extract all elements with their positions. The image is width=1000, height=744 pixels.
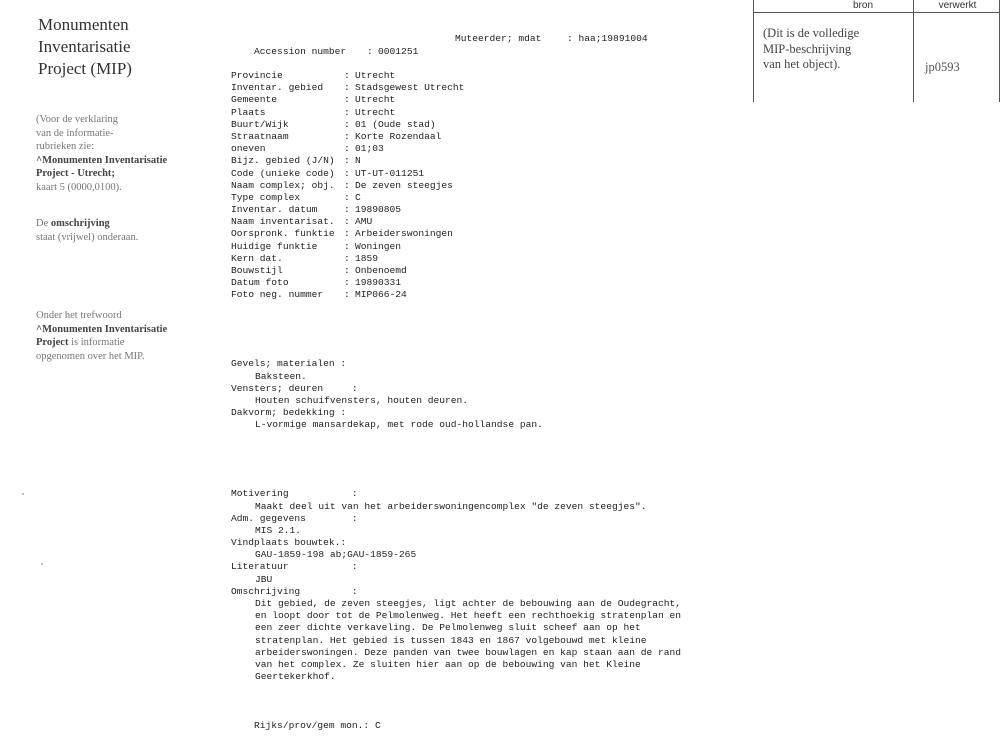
- field-row: Inventar. datum : 19890805: [231, 204, 402, 216]
- field-value: UT-UT-011251: [355, 167, 425, 179]
- note-line: (Voor de verklaring: [36, 114, 119, 125]
- column-header-verwerkt: verwerkt: [938, 0, 977, 11]
- field-value: Stadsgewest Utrecht: [355, 82, 465, 94]
- section-text: Dit gebied, de zeven steegjes, ligt achter de bebouwing aan de Oudegracht,: [255, 598, 682, 609]
- muteerder-value: : haa;19891004: [567, 33, 648, 45]
- field-row: Huidige funktie : Woningen: [231, 240, 402, 252]
- field-row: Straatnaam : Korte Rozendaal: [231, 130, 442, 142]
- section-text: JBU: [255, 573, 273, 585]
- section-line: [231, 525, 751, 537]
- field-value: 0001251: [378, 45, 419, 57]
- note-bold: ^Monumenten Inventarisatie: [36, 154, 168, 166]
- field-label: Straatnaam: [231, 130, 289, 142]
- section-text: een zeer dichte verkaveling. De Pelmolenweg sluit scheef aan op het: [255, 622, 641, 634]
- source-line: MIP-beschrijving: [763, 41, 852, 56]
- record-body: [231, 9, 751, 732]
- title-line: Monumenten: [38, 15, 129, 34]
- section-text: L-vormige mansardekap, met rode oud-hollandse pan.: [255, 419, 543, 431]
- field-row: Plaats : Utrecht: [231, 106, 396, 118]
- field-value: N: [355, 155, 361, 167]
- field-list: [231, 70, 751, 302]
- field-row: Datum foto : 19890331: [231, 277, 402, 289]
- field-value: Woningen: [355, 240, 402, 252]
- field-label: Plaats: [231, 106, 266, 118]
- source-table: [753, 0, 1000, 102]
- field-label: Foto neg. nummer: [231, 289, 324, 301]
- field-row: Kern dat. : 1859: [231, 252, 379, 264]
- section-text: Geertekerkhof.: [255, 671, 336, 683]
- field-row: Type complex : C: [231, 191, 361, 203]
- field-row: Bouwstijl : Onbenoemd: [231, 265, 407, 276]
- field-label: Buurt/Wijk: [231, 118, 289, 130]
- field-row: Buurt/Wijk : 01 (Oude stad): [231, 118, 436, 130]
- field-label: Oorspronk. funktie: [231, 228, 335, 240]
- note-bold: Project - Utrecht;: [36, 168, 115, 180]
- field-label: Gemeente: [231, 94, 278, 106]
- field-value: Utrecht: [355, 94, 396, 106]
- field-value: C: [355, 191, 361, 203]
- field-label: Naam complex; obj.: [231, 179, 335, 191]
- section-label: Vindplaats bouwtek.:: [231, 537, 347, 549]
- note-line: van de informatie-: [36, 127, 114, 139]
- field-row: Bijz. gebied (J/N) : N: [231, 155, 361, 167]
- field-row: Oorspronk. funktie : Arbeiderswoningen: [231, 228, 453, 240]
- field-label: Inventar. gebied: [231, 82, 324, 94]
- section-text: Maakt deel uit van het arbeiderswoningencomplex "de zeven steegjes".: [255, 500, 647, 512]
- section-label: Adm. gegevens :: [231, 512, 358, 524]
- field-row: Foto neg. nummer : MIP066-24: [231, 289, 407, 301]
- section-line: [231, 610, 751, 622]
- section-text: Houten schuifvensters, houten deuren.: [255, 394, 469, 406]
- note-text: De: [36, 218, 51, 229]
- field-label: Inventar. datum: [231, 204, 318, 216]
- section-text: MIS 2.1.: [255, 524, 302, 536]
- section-line: [231, 574, 751, 586]
- source-line: (Dit is de volledige: [763, 26, 860, 40]
- section-line: [231, 598, 751, 610]
- field-label: Bijz. gebied (J/N): [231, 155, 335, 167]
- section-text: van het complex. Ze sluiten hier aan op de bebouwing van het Kleine: [255, 658, 641, 670]
- note-line: kaart 5 (0000,0100).: [36, 181, 122, 193]
- field-value: 01;03: [355, 143, 384, 155]
- field-row: oneven : 01;03: [231, 143, 384, 155]
- field-value: Utrecht: [355, 70, 396, 81]
- description-note: [36, 217, 206, 244]
- section-list: [231, 358, 751, 431]
- section-text: GAU-1859-198 ab;GAU-1859-265: [255, 549, 417, 561]
- field-label: Provincie: [231, 70, 283, 81]
- section-text: en loopt door tot de Pelmolenweg. Het heeft een rechthoekig stratenplan en: [255, 610, 682, 622]
- page-title: [38, 14, 208, 80]
- source-text: [763, 26, 913, 73]
- field-row: Gemeente : Utrecht: [231, 94, 396, 106]
- section-line: [231, 549, 751, 561]
- source-line: van het object).: [763, 57, 841, 71]
- field-value: Onbenoemd: [355, 265, 407, 276]
- field-label: Datum foto: [231, 277, 289, 289]
- field-label: oneven: [231, 143, 266, 155]
- note-line: opgenomen over het MIP.: [36, 350, 145, 362]
- record-footer-row: [231, 708, 751, 731]
- note-bold: omschrijving: [50, 218, 110, 229]
- field-value: AMU: [355, 216, 373, 228]
- mip-note: [36, 309, 206, 363]
- section-label: Dakvorm; bedekking :: [231, 407, 347, 419]
- field-value: De zeven steegjes: [355, 179, 453, 191]
- section-line: [231, 671, 751, 683]
- muteerder-label: Muteerder; mdat: [455, 33, 542, 45]
- section-label: Omschrijving :: [231, 585, 358, 597]
- note-bold: Project: [36, 337, 69, 349]
- field-label: Kern dat.: [231, 252, 283, 264]
- note-text: is informatie: [68, 337, 125, 349]
- field-label: Rijks/prov/gem mon.:: [254, 719, 370, 731]
- note-line: staat (vrijwel) onderaan.: [36, 231, 139, 243]
- field-value: 01 (Oude stad): [355, 118, 436, 130]
- field-value: 1859: [355, 252, 379, 264]
- field-row: Inventar. gebied : Stadsgewest Utrecht: [231, 82, 465, 94]
- field-value: Arbeiderswoningen: [355, 228, 453, 240]
- field-label: Code (unieke code): [231, 167, 335, 179]
- section-label: Gevels; materialen :: [231, 358, 347, 370]
- field-label: Huidige funktie: [231, 240, 318, 252]
- section-label: Vensters; deuren :: [231, 382, 358, 394]
- section-label: Motivering :: [231, 488, 358, 500]
- field-value: MIP066-24: [355, 289, 407, 301]
- field-value: C: [374, 719, 381, 731]
- field-label: Naam inventarisat.: [231, 216, 335, 228]
- note-bold: ^Monumenten Inventarisatie: [36, 323, 168, 335]
- legend-note: [36, 113, 206, 195]
- field-value: 19890331: [355, 277, 402, 289]
- field-row: Naam inventarisat. : AMU: [231, 216, 373, 228]
- field-value: Utrecht: [355, 106, 396, 118]
- field-value: 19890805: [355, 204, 402, 216]
- record-header-row: Accession number : 0001251 Muteerder; mdat : haa;19891004: [254, 33, 648, 57]
- section-text: stratenplan. Het gebied is tussen 1843 en 1867 volgebouwd met kleine: [255, 634, 647, 646]
- section-line: [231, 635, 751, 647]
- scan-speck: [41, 563, 43, 565]
- field-label: Bouwstijl: [231, 265, 283, 276]
- field-value: Korte Rozendaal: [355, 130, 442, 142]
- section-line: [231, 659, 751, 671]
- title-line: Project (MIP): [38, 59, 132, 78]
- title-line: Inventarisatie: [38, 37, 131, 56]
- section-line: [231, 419, 751, 431]
- field-row: Provincie : Utrecht: [231, 70, 396, 81]
- field-row: Naam complex; obj. : De zeven steegjes: [231, 179, 453, 191]
- processed-code: jp0593: [925, 60, 960, 74]
- section-text: Baksteen.: [255, 370, 307, 382]
- section-text: arbeiderswoningen. Deze panden van twee bouwlagen en kap staan aan de rand: [255, 646, 682, 658]
- note-line: Onder het trefwoord: [36, 310, 122, 321]
- section-label: Literatuur :: [231, 561, 358, 573]
- section-line: [231, 371, 751, 383]
- section-line: [231, 395, 751, 407]
- section-line: [231, 501, 751, 513]
- scan-speck: [22, 493, 24, 495]
- note-line: rubrieken zie:: [36, 141, 95, 153]
- column-header-bron: bron: [852, 0, 873, 11]
- section-list: [231, 488, 751, 683]
- section-line: [231, 622, 751, 634]
- field-label: Type complex: [231, 191, 301, 203]
- field-label: Accession number: [254, 45, 347, 57]
- field-row: Code (unieke code) : UT-UT-011251: [231, 167, 425, 179]
